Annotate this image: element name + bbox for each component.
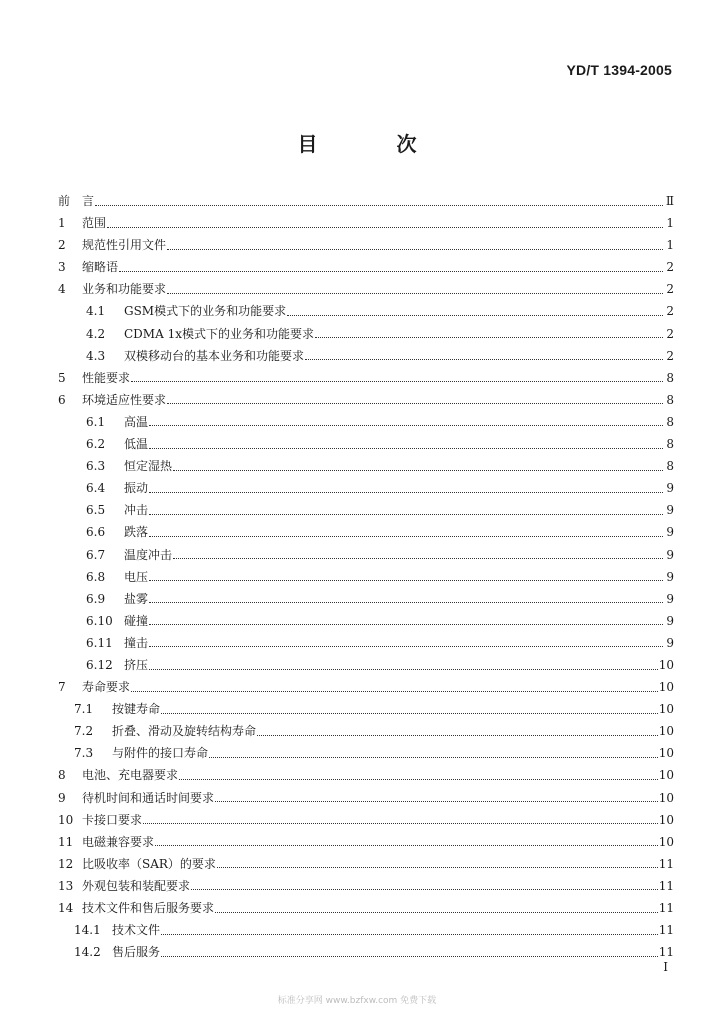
dot-leader: [95, 205, 663, 206]
toc-entry[interactable]: [58, 676, 674, 698]
toc-entry[interactable]: [58, 787, 674, 809]
toc-entry[interactable]: [58, 853, 674, 875]
dot-leader: [143, 823, 658, 824]
toc-entry-page: 2: [666, 326, 674, 341]
toc-entry[interactable]: [58, 566, 674, 588]
toc-entry-page: 8: [666, 437, 674, 452]
dot-leader: [149, 514, 663, 515]
toc-entry-label: 折叠、滑动及旋转结构寿命: [112, 724, 257, 739]
toc-entry-number: 8: [58, 768, 66, 783]
toc-entry-page: 9: [666, 525, 674, 540]
toc-entry-number: 4: [58, 282, 66, 297]
dot-leader: [149, 602, 663, 603]
dot-leader: [119, 271, 663, 272]
dot-leader: [305, 359, 663, 360]
toc-entry-number: 前: [58, 194, 71, 208]
toc-entry-label: GSM模式下的业务和功能要求: [124, 304, 287, 319]
toc-entry-label: 电磁兼容要求: [82, 834, 155, 849]
toc-entry-number: 6.9: [86, 591, 106, 606]
toc-entry-number: 10: [58, 812, 74, 827]
toc-entry[interactable]: [58, 300, 674, 322]
toc-entry-number: 9: [58, 790, 66, 805]
table-of-contents: [58, 190, 674, 963]
toc-entry[interactable]: [58, 919, 674, 941]
dot-leader: [215, 912, 658, 913]
toc-entry-page: 10: [658, 702, 674, 717]
toc-entry-number: 7: [58, 680, 66, 695]
toc-entry-number: 4.1: [86, 304, 106, 319]
toc-entry-label: 卡接口要求: [82, 812, 143, 827]
toc-entry[interactable]: [58, 831, 674, 853]
toc-entry-label: 性能要求: [82, 370, 131, 385]
toc-entry-page: 11: [658, 856, 674, 871]
toc-entry-label: 规范性引用文件: [82, 238, 167, 253]
toc-entry[interactable]: [58, 764, 674, 786]
toc-entry-label: 恒定湿热: [124, 459, 173, 474]
dot-leader: [287, 315, 663, 316]
toc-entry-number: 3: [58, 260, 66, 275]
toc-entry-page: 10: [658, 790, 674, 805]
toc-entry-number: 4.2: [86, 326, 106, 341]
toc-entry[interactable]: [58, 212, 674, 234]
toc-entry-page: 1: [666, 238, 674, 253]
toc-entry-number: 11: [58, 834, 74, 849]
toc-entry-label: 技术文件: [112, 923, 161, 938]
toc-entry-label: 比吸收率（SAR）的要求: [82, 856, 216, 871]
toc-entry-label: 冲击: [124, 503, 149, 518]
toc-entry-page: 2: [666, 304, 674, 319]
toc-entry-page: 11: [658, 878, 674, 893]
toc-entry-page: 9: [666, 591, 674, 606]
dot-leader: [149, 536, 663, 537]
toc-entry-label: 寿命要求: [82, 680, 131, 695]
dot-leader: [161, 713, 658, 714]
toc-entry[interactable]: [58, 544, 674, 566]
toc-entry-number: 14: [58, 901, 74, 915]
dot-leader: [161, 934, 658, 935]
toc-entry-page: 1: [666, 216, 674, 231]
dot-leader: [149, 669, 658, 670]
toc-entry-page: 8: [666, 459, 674, 474]
toc-entry-label: 温度冲击: [124, 547, 173, 562]
toc-entry-number: 7.1: [74, 702, 94, 717]
toc-entry-page: 11: [658, 901, 674, 915]
toc-entry-page: Ⅱ: [665, 194, 674, 208]
toc-entry-page: 10: [658, 724, 674, 739]
dot-leader: [161, 956, 658, 957]
toc-entry-number: 14.1: [74, 923, 101, 938]
toc-entry-number: 12: [58, 856, 74, 871]
toc-entry-number: 6.3: [86, 459, 106, 474]
toc-entry-label: 撞击: [124, 635, 149, 650]
toc-entry-number: 6.2: [86, 437, 106, 452]
toc-entry-number: 6.4: [86, 481, 106, 496]
toc-entry[interactable]: [58, 654, 674, 676]
dot-leader: [191, 889, 658, 890]
toc-entry-page: 8: [666, 392, 674, 407]
dot-leader: [107, 227, 663, 228]
toc-entry-page: 9: [666, 547, 674, 562]
toc-entry-page: 10: [658, 680, 674, 695]
toc-entry[interactable]: [58, 256, 674, 278]
toc-entry[interactable]: [58, 477, 674, 499]
dot-leader: [167, 293, 663, 294]
toc-entry[interactable]: [58, 809, 674, 831]
toc-entry-label: 高温: [124, 414, 149, 429]
toc-entry[interactable]: [58, 499, 674, 521]
toc-entry[interactable]: [58, 588, 674, 610]
toc-entry-number: 7.3: [74, 746, 94, 761]
toc-entry-label: 售后服务: [112, 945, 161, 960]
toc-entry-label: 技术文件和售后服务要求: [82, 901, 215, 915]
toc-entry-number: 7.2: [74, 724, 94, 739]
toc-entry-label: 碰撞: [124, 613, 149, 628]
dot-leader: [217, 867, 658, 868]
toc-entry[interactable]: [58, 941, 674, 963]
toc-entry[interactable]: [58, 411, 674, 433]
standard-number: YD/T 1394-2005: [566, 62, 672, 78]
toc-entry-number: 6.7: [86, 547, 106, 562]
toc-entry-label: 待机时间和通话时间要求: [82, 790, 215, 805]
toc-entry[interactable]: [58, 345, 674, 367]
toc-entry-page: 10: [658, 812, 674, 827]
dot-leader: [149, 425, 663, 426]
dot-leader: [215, 801, 658, 802]
toc-entry-number: 14.2: [74, 945, 101, 960]
dot-leader: [149, 580, 663, 581]
dot-leader: [209, 757, 658, 758]
dot-leader: [167, 403, 663, 404]
toc-entry-page: 8: [666, 414, 674, 429]
toc-entry-number: 5: [58, 370, 66, 385]
toc-entry[interactable]: [58, 720, 674, 742]
toc-entry-label: CDMA 1x模式下的业务和功能要求: [124, 326, 314, 341]
toc-entry-label: 双模移动台的基本业务和功能要求: [124, 348, 305, 363]
toc-entry-label: 业务和功能要求: [82, 282, 167, 297]
toc-entry-number: 6.10: [86, 613, 113, 628]
toc-entry-page: 2: [666, 282, 674, 297]
toc-entry[interactable]: [58, 875, 674, 897]
toc-entry-page: 10: [658, 768, 674, 783]
toc-entry-label: 言: [82, 194, 95, 208]
toc-entry-label: 外观包装和装配要求: [82, 878, 191, 893]
toc-entry-page: 9: [666, 635, 674, 650]
toc-entry-page: 9: [666, 569, 674, 584]
toc-entry-page: 2: [666, 260, 674, 275]
toc-entry[interactable]: [58, 234, 674, 256]
toc-entry-page: 2: [666, 348, 674, 363]
toc-entry-page: 10: [658, 657, 674, 672]
toc-entry-label: 范围: [82, 216, 107, 231]
dot-leader: [173, 558, 663, 559]
toc-entry[interactable]: [58, 190, 674, 212]
toc-entry-number: 6: [58, 392, 66, 407]
toc-entry[interactable]: [58, 323, 674, 345]
toc-entry-page: 8: [666, 370, 674, 385]
toc-entry[interactable]: [58, 521, 674, 543]
toc-entry[interactable]: [58, 632, 674, 654]
toc-entry[interactable]: [58, 610, 674, 632]
toc-entry[interactable]: [58, 389, 674, 411]
toc-entry[interactable]: [58, 742, 674, 764]
toc-entry-page: 9: [666, 481, 674, 496]
dot-leader: [149, 624, 663, 625]
toc-entry-page: 9: [666, 503, 674, 518]
toc-entry-number: 6.12: [86, 657, 113, 672]
toc-entry-number: 4.3: [86, 348, 106, 363]
dot-leader: [155, 845, 658, 846]
toc-entry-number: 6.6: [86, 525, 106, 540]
toc-entry-number: 13: [58, 878, 74, 893]
toc-entry-number: 2: [58, 238, 66, 253]
toc-entry-label: 电压: [124, 569, 149, 584]
dot-leader: [149, 646, 663, 647]
dot-leader: [257, 735, 658, 736]
dot-leader: [131, 691, 658, 692]
toc-entry-page: 9: [666, 613, 674, 628]
toc-entry-label: 环境适应性要求: [82, 392, 167, 407]
dot-leader: [131, 381, 663, 382]
page-title: 目 次: [297, 132, 453, 156]
toc-entry[interactable]: [58, 455, 674, 477]
toc-entry-label: 按键寿命: [112, 702, 161, 717]
toc-entry-page: 10: [658, 834, 674, 849]
dot-leader: [315, 337, 663, 338]
dot-leader: [167, 249, 663, 250]
toc-entry[interactable]: [58, 897, 674, 919]
toc-entry-label: 盐雾: [124, 591, 149, 606]
watermark-text: 标准分享网 www.bzfxw.com 免费下载: [277, 996, 437, 1006]
toc-entry[interactable]: [58, 367, 674, 389]
toc-entry-number: 6.5: [86, 503, 106, 518]
toc-entry-number: 6.11: [86, 635, 113, 650]
toc-entry-label: 与附件的接口寿命: [112, 746, 209, 761]
dot-leader: [179, 779, 658, 780]
toc-entry-page: 10: [658, 746, 674, 761]
dot-leader: [149, 492, 663, 493]
toc-entry-number: 6.1: [86, 414, 106, 429]
page-number: I: [663, 960, 668, 974]
toc-entry-number: 6.8: [86, 569, 106, 584]
toc-entry-label: 低温: [124, 437, 149, 452]
toc-entry[interactable]: [58, 698, 674, 720]
toc-entry[interactable]: [58, 278, 674, 300]
toc-entry-page: 11: [658, 945, 674, 960]
toc-entry-label: 跌落: [124, 525, 149, 540]
dot-leader: [173, 470, 663, 471]
toc-entry-label: 振动: [124, 481, 149, 496]
toc-entry[interactable]: [58, 433, 674, 455]
toc-entry-page: 11: [658, 923, 674, 938]
dot-leader: [149, 448, 663, 449]
toc-entry-number: 1: [58, 216, 66, 231]
toc-entry-label: 挤压: [124, 657, 149, 672]
toc-entry-label: 缩略语: [82, 260, 119, 275]
toc-entry-label: 电池、充电器要求: [82, 768, 179, 783]
